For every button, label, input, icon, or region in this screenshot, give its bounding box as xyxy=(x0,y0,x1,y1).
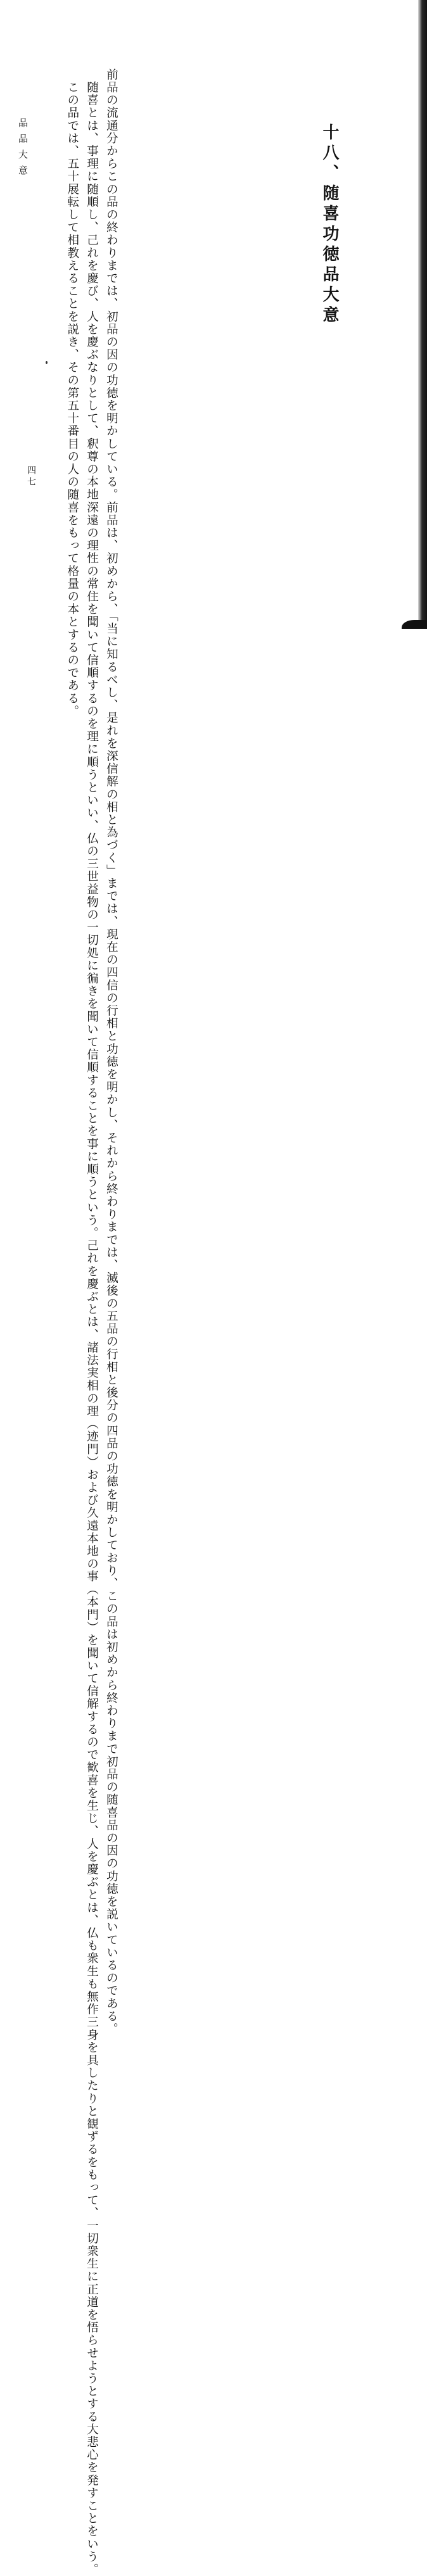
running-head: 品品大意 xyxy=(17,118,29,181)
body-text xyxy=(62,68,120,2576)
book-binding-edge xyxy=(418,0,427,629)
ink-speck xyxy=(46,361,48,364)
section-title: 十八、随喜功徳品大意 xyxy=(320,123,339,326)
paragraph-3: この品では、五十展転して相教えることを説き、その第五十番目の人の随喜をもって格量の本とするのである。 xyxy=(65,81,79,718)
page-number: 四七 xyxy=(26,465,36,488)
paragraph-1: 前品の流通分からこの品の終わりまでは、初品の因の功徳を明かしている。前品は、初めから、「当に知るべし、是れを深信解の相と為づく」までは、現在の四信の行相と功徳を明かし、それから終わりまでは、滅後の五品の行相と後分の四品の功徳を明かしており、この品は初めから終わりまで初品の随喜品の因の功徳を説いているのである。 xyxy=(105,68,118,2036)
paragraph-2: 随喜とは、事理に随順し、己れを慶び、人を慶ぶなりとして、釈尊の本地深遠の理性の常住を聞いて信順するのを理に順うといい、仏の三世益物の一切処に徧きを聞いて信順することを事に順うという。己れを慶ぶとは、諸法実相の理（迹門）および久遠本地の事（本門）を聞いて信解するので歓喜を生じ、人を慶ぶとは、仏も衆生も無作三身を具したりと観ずるをもって、一切衆生に正道を悟らせようとする大悲心を発すことをいう。 xyxy=(85,81,99,2576)
page-curl-shadow xyxy=(402,620,427,629)
